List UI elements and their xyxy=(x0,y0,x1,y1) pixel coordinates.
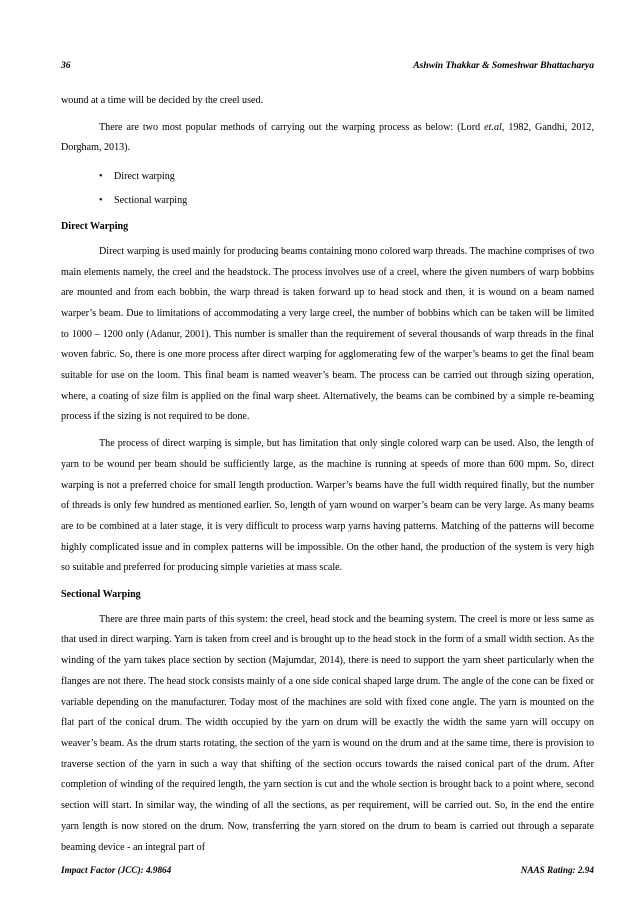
list-item: • Sectional warping xyxy=(99,189,594,213)
running-footer xyxy=(61,865,594,875)
body-text xyxy=(61,91,594,864)
paragraph: There are three main parts of this system: the creel, head stock and the beaming system. The creel is more or less same as that used in direct warping. Yarn is taken from creel and is brought up to the head stock in the form of a small width section. As the winding of the yarn takes place section by section (Majumdar, 2014), there is need to support the yarn sheet particularly when the flanges are not there. The head stock consists mainly of a one side conical shaped large drum. The angle of the cone can be fixed or variable depending on the manufacturer. Today most of the machines are sold with fixed cone angle. The yarn is mounted on the flat part of the conical drum. The width occupied by the yarn on drum will be exactly the width the same yarn will occupy on weaver’s beam. As the drum starts rotating, the section of the yarn is wound on the drum and at the same time, there is provision to traverse section of the yarn in such a way that shifting of the section occurs towards the raised conical part of the drum. After completion of winding of the required length, the yarn section is cut and the whole section is brought back to a point where, second section will start. In similar way, the winding of all the sections, as per requirement, will be carried out. So, in the end the entire yarn length is now stored on the drum. Now, transferring the yarn stored on the drum to beam is carried out through a separate beaming device - an integral part of xyxy=(61,613,594,853)
paragraph: Direct warping is used mainly for producing beams containing mono colored warp threads. The machine comprises of two main elements namely, the creel and the headstock. The process involves use of a creel, where the given numbers of warp bobbins are mounted and from each bobbin, the warp thread is taken forward up to head stock and then, it is wound on a beam named warper’s beam. Due to limitations of accommodating a very large creel, the number of bobbins which can be taken will be limited to 1000 – 1200 only (Adanur, 2001). This number is smaller than the requirement of several thousands of warp threads in the final woven fabric. So, there is one more process after direct warping for agglomerating few of the warper’s beams to get the final beam suitable for use on the loom. This final beam is named weaver’s beam. The process can be carried out through sizing operation, where, a coating of size film is applied on the final warp sheet. Alternatively, the beams can be combined by a simple re-beaming process if the sizing is not required to be done. xyxy=(61,245,594,423)
methods-list xyxy=(61,165,594,213)
section-heading: Sectional Warping xyxy=(61,589,141,601)
paragraph: The process of direct warping is simple, but has limitation that only single colored warp can be used. Also, the length of yarn to be wound per beam should be sufficiently large, as the machine is running at speeds of more than 600 mpm. So, direct warping is not a preferred choice for small length production. Warper’s beams have the full width required finally, but the number of threads is only few hundred as mentioned earlier. So, length of yarn wound on warper’s beam can be very large. As many beams are to be combined at a later stage, it is very difficult to process warp yarns having patterns. Matching of the patterns will become highly complicated issue and in complex patterns will be impossible. On the other hand, the production of the system is very high so suitable and preferred for producing simple varieties at mass scale. xyxy=(61,438,594,574)
paragraph: There are two most popular methods of carrying out the warping process as below: (Lord et.al, 1982, Gandhi, 2012, Dorgham, 2013). xyxy=(61,121,594,154)
running-header xyxy=(61,60,594,71)
impact-factor: Impact Factor (JCC): 4.9864 xyxy=(61,865,172,875)
section-heading: Direct Warping xyxy=(61,221,129,233)
naas-rating: NAAS Rating: 2.94 xyxy=(520,865,594,875)
page-number: 36 xyxy=(61,60,71,71)
paragraph: wound at a time will be decided by the creel used. xyxy=(61,95,264,106)
header-authors: Ashwin Thakkar & Someshwar Bhattacharya xyxy=(413,60,594,71)
list-item: • Direct warping xyxy=(99,165,594,189)
